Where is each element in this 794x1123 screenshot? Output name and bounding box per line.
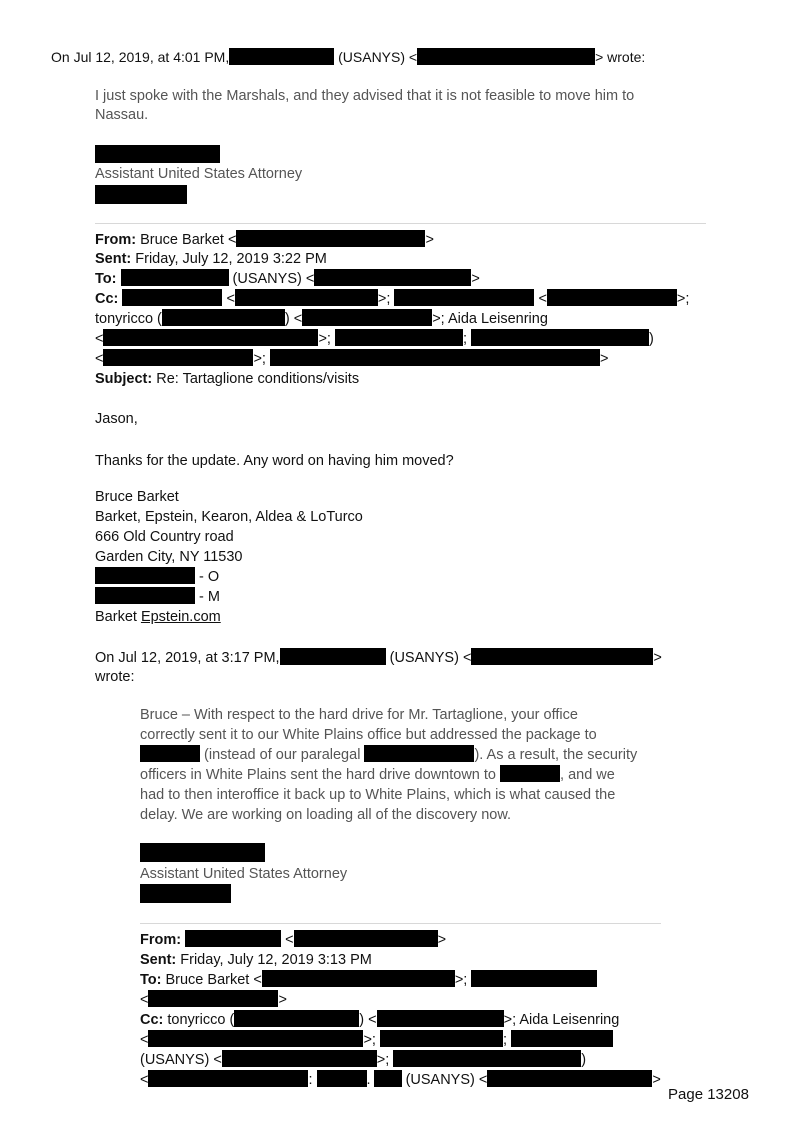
subject-label: Subject: [95, 371, 153, 387]
redaction [103, 329, 318, 346]
redaction [317, 1070, 367, 1087]
signature-title-1: Assistant United States Attorney [95, 166, 303, 182]
redaction [95, 185, 187, 204]
redaction [487, 1070, 652, 1087]
cc-value: tonyricco ( [163, 1012, 235, 1028]
redaction [380, 1030, 503, 1047]
to-line-2b [140, 990, 287, 1010]
redaction [185, 930, 281, 947]
quote-header-usanys: (USANYS) < [338, 49, 418, 65]
cc-line-3 [95, 329, 654, 349]
redaction [294, 930, 438, 947]
bracket: ) < [284, 311, 303, 327]
web-link[interactable]: Epstein.com [140, 609, 221, 625]
redaction [148, 1070, 308, 1087]
redaction [280, 648, 386, 665]
redaction [500, 765, 560, 782]
subject-line-1 [95, 369, 359, 389]
redaction [122, 289, 222, 306]
quote-header-1 [51, 47, 645, 67]
redaction [314, 269, 471, 286]
redaction [95, 567, 195, 584]
quote-header-2-wrote: wrote: [95, 669, 135, 685]
web-prefix: Barket [95, 609, 141, 625]
separator: >; [376, 1052, 390, 1068]
redaction [103, 349, 253, 366]
to-label: To: [95, 271, 117, 287]
sent-label: Sent: [140, 952, 177, 968]
sig-web [95, 607, 221, 627]
bracket: < [285, 932, 294, 948]
bracket: > [652, 1072, 661, 1088]
redaction [95, 587, 195, 604]
cc-line-2-3 [140, 1050, 586, 1070]
redaction [162, 309, 285, 326]
greeting: Jason, [95, 411, 138, 427]
text: (USANYS) < [140, 1052, 222, 1068]
text: ). As a result, the security [474, 747, 638, 763]
quote-header-prefix: On Jul 12, 2019, at 4:01 PM, [51, 49, 230, 65]
redaction [140, 745, 200, 762]
subject-value: Re: Tartaglione conditions/visits [152, 371, 360, 387]
redaction [377, 1010, 504, 1027]
cc-aida: >; Aida Leisenring [432, 311, 548, 327]
sig-address-1: 666 Old Country road [95, 529, 234, 545]
sig-phone-o [95, 567, 219, 587]
from-value: Bruce Barket < [136, 232, 237, 248]
sent-line-1 [95, 249, 327, 269]
message-3-line-2: correctly sent it to our White Plains office but addressed the package to [140, 727, 597, 743]
bracket: > [653, 650, 662, 666]
message-3-line-6: delay. We are working on loading all of the discovery now. [140, 807, 512, 823]
from-line-1 [95, 230, 434, 250]
redaction [394, 289, 534, 306]
cc-tonyricco: tonyricco ( [95, 311, 162, 327]
bracket: > [437, 932, 447, 948]
to-usanys: (USANYS) < [232, 271, 315, 287]
redaction [148, 990, 278, 1007]
redaction [234, 1010, 359, 1027]
redaction [270, 349, 600, 366]
text: , and we [560, 767, 615, 783]
cc-line-2-2 [140, 1030, 613, 1050]
sig-firm: Barket, Epstein, Kearon, Aldea & LoTurco [95, 509, 363, 525]
redaction [417, 48, 595, 65]
sig-address-2: Garden City, NY 11530 [95, 549, 243, 565]
sent-line-2 [140, 950, 372, 970]
sent-value: Friday, July 12, 2019 3:22 PM [131, 251, 327, 267]
bracket: > [278, 992, 287, 1008]
divider [140, 923, 661, 924]
redaction [222, 1050, 377, 1067]
to-value: Bruce Barket < [161, 972, 262, 988]
to-line-1 [95, 269, 480, 289]
bracket: > [599, 351, 609, 367]
text: officers in White Plains sent the hard drive downtown to [140, 767, 496, 783]
cc-line-2-1 [140, 1010, 619, 1030]
sig-name: Bruce Barket [95, 489, 179, 505]
message-3-line-5: had to then interoffice it back up to White Plains, which is what caused the [140, 787, 616, 803]
cc-line-2 [95, 309, 548, 329]
bracket: < [95, 351, 104, 367]
message-3-line-4 [140, 765, 615, 785]
bracket: > [471, 271, 480, 287]
separator: >; [253, 351, 266, 367]
redaction [140, 843, 265, 862]
message-3-line-1: Bruce – With respect to the hard drive for Mr. Tartaglione, your office [140, 707, 578, 723]
text: (USANYS) < [405, 1072, 488, 1088]
phone-label: - O [199, 569, 220, 585]
sig-phone-m [95, 587, 220, 607]
bracket: < [95, 331, 104, 347]
separator: ; [502, 1032, 507, 1048]
bracket: < [140, 1072, 149, 1088]
quote-header-wrote: > wrote: [595, 49, 646, 65]
message-1-line-2: Nassau. [95, 107, 149, 123]
page-number: Page 13208 [668, 1086, 749, 1103]
message-3-line-3 [140, 745, 637, 765]
bracket: ) [649, 331, 654, 347]
redaction [471, 329, 649, 346]
redaction [364, 745, 474, 762]
redaction [393, 1050, 581, 1067]
redaction [121, 269, 229, 286]
redaction [262, 970, 455, 987]
redaction [374, 1070, 402, 1087]
cc-label: Cc: [95, 291, 119, 307]
from-label: From: [140, 932, 182, 948]
bracket: < [226, 291, 235, 307]
quote-header-2 [95, 648, 662, 668]
separator: >; [377, 291, 391, 307]
text: (instead of our paralegal [204, 747, 361, 763]
from-label: From: [95, 232, 137, 248]
cc-aida: >; Aida Leisenring [503, 1012, 620, 1028]
separator: >; [454, 972, 468, 988]
from-line-2 [140, 930, 446, 950]
bracket: ) < [359, 1012, 377, 1028]
cc-line-4 [95, 349, 608, 369]
quote-header-prefix: On Jul 12, 2019, at 3:17 PM, [95, 650, 280, 666]
sent-value: Friday, July 12, 2019 3:13 PM [176, 952, 372, 968]
to-label: To: [140, 972, 162, 988]
separator: . [366, 1072, 371, 1088]
redaction [235, 289, 378, 306]
sent-label: Sent: [95, 251, 132, 267]
separator: >; [363, 1032, 376, 1048]
cc-line-1 [95, 289, 689, 309]
bracket: > [425, 232, 434, 248]
redaction [302, 309, 432, 326]
separator: : [308, 1072, 313, 1088]
message-2-body: Thanks for the update. Any word on having him moved? [95, 453, 454, 469]
redaction [511, 1030, 613, 1047]
redaction [471, 970, 597, 987]
phone-label: - M [199, 589, 220, 605]
bracket: ) [581, 1052, 587, 1068]
redaction [547, 289, 677, 306]
to-line-2 [140, 970, 597, 990]
redaction [236, 230, 425, 247]
message-1-line-1: I just spoke with the Marshals, and they advised that it is not feasible to move him to [95, 88, 635, 104]
redaction [229, 48, 334, 65]
quote-header-usanys: (USANYS) < [389, 650, 472, 666]
cc-line-2-4 [140, 1070, 661, 1090]
redaction [140, 884, 231, 903]
separator: >; [318, 331, 331, 347]
redaction [148, 1030, 363, 1047]
divider [95, 223, 706, 224]
bracket: < [140, 1032, 149, 1048]
bracket: < [140, 992, 149, 1008]
separator: >; [676, 291, 690, 307]
bracket: < [538, 291, 547, 307]
redaction [335, 329, 463, 346]
redaction [471, 648, 653, 665]
separator: ; [462, 331, 467, 347]
signature-title-2: Assistant United States Attorney [140, 866, 348, 882]
cc-label: Cc: [140, 1012, 164, 1028]
redaction [95, 145, 220, 163]
